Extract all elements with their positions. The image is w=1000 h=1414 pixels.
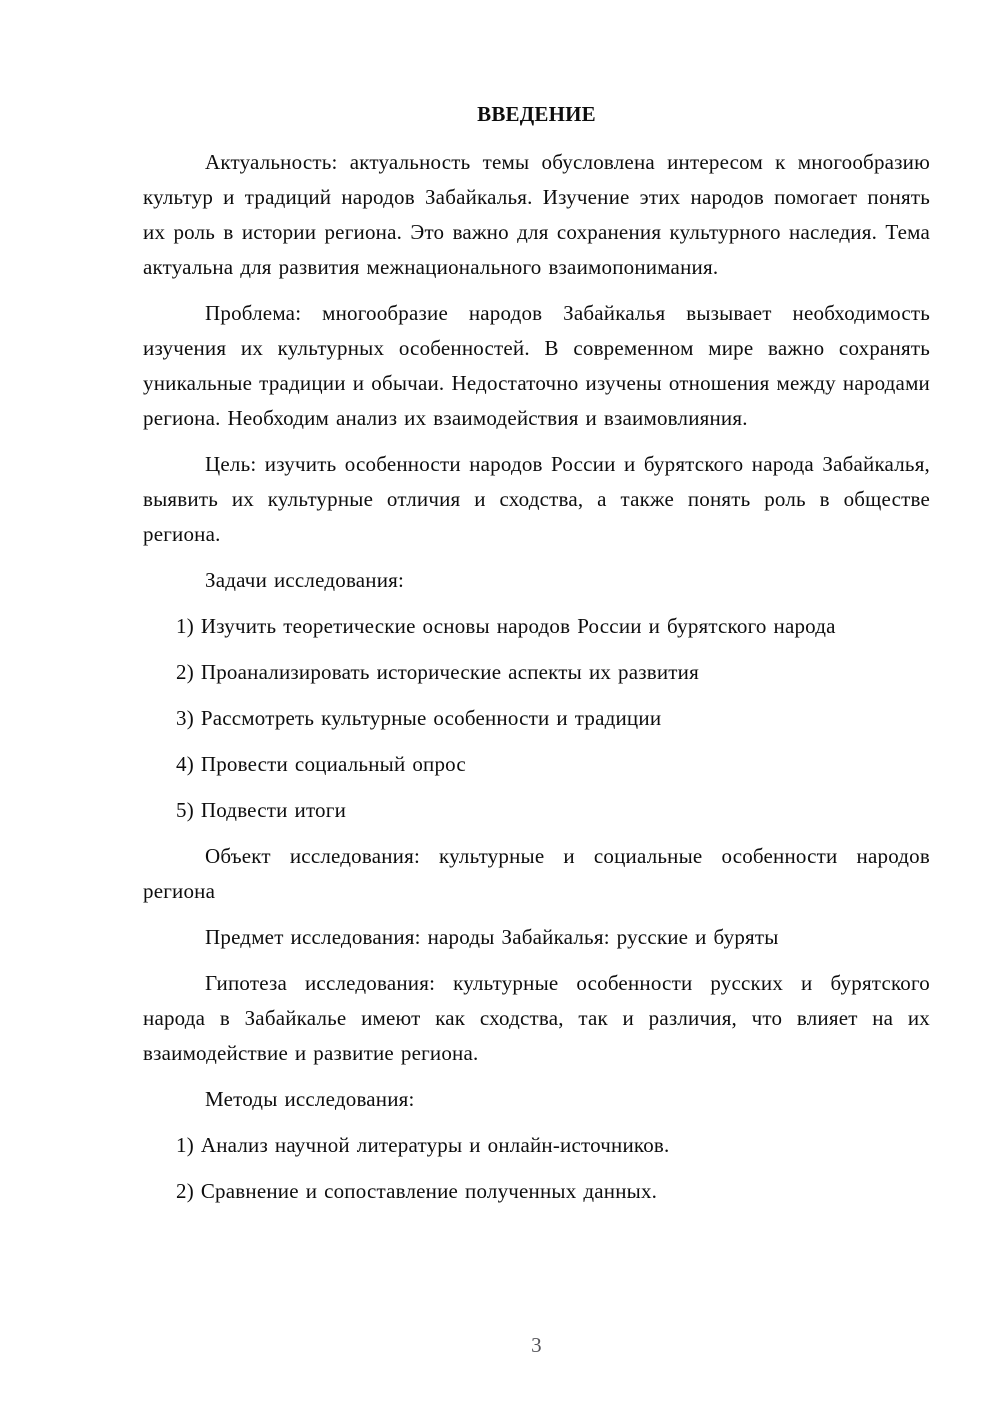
paragraph-subject: Предмет исследования: народы Забайкалья: русские и буряты xyxy=(205,925,779,949)
heading-methods: Методы исследования: xyxy=(205,1087,415,1111)
method-item-1: 1) Анализ научной литературы и онлайн-источников. xyxy=(176,1133,670,1157)
page-title: ВВЕДЕНИЕ xyxy=(477,102,596,126)
task-item-5: 5) Подвести итоги xyxy=(176,798,347,822)
paragraph-object: Объект исследования: культурные и социальные особенности народов региона xyxy=(143,844,930,903)
task-item-1: 1) Изучить теоретические основы народов России и бурятского народа xyxy=(176,614,836,638)
paragraph-problem: Проблема: многообразие народов Забайкалья вызывает необходимость изучения их культурных особенностей. В современном мире важно сохранять уникальные традиции и обычаи. Недостаточно изучены отношения между народами региона. Необходим анализ их взаимодействия и взаимовлияния. xyxy=(143,301,930,430)
page-number: 3 xyxy=(531,1333,542,1357)
paragraph-goal: Цель: изучить особенности народов России и бурятского народа Забайкалья, выявить их культурные отличия и сходства, а также понять роль в обществе региона. xyxy=(143,452,930,546)
method-item-2: 2) Сравнение и сопоставление полученных данных. xyxy=(176,1179,658,1203)
task-item-3: 3) Рассмотреть культурные особенности и традиции xyxy=(176,706,662,730)
task-item-4: 4) Провести социальный опрос xyxy=(176,752,466,776)
task-item-2: 2) Проанализировать исторические аспекты их развития xyxy=(176,660,699,684)
paragraph-hypothesis: Гипотеза исследования: культурные особенности русских и бурятского народа в Забайкалье имеют как сходства, так и различия, что влияет на их взаимодействие и развитие региона. xyxy=(143,971,930,1065)
paragraph-relevance: Актуальность: актуальность темы обусловлена интересом к многообразию культур и традиций народов Забайкалья. Изучение этих народов помогает понять их роль в истории региона. Это важно для сохранения культурного наследия. Тема актуальна для развития межнационального взаимопонимания. xyxy=(143,150,930,279)
heading-tasks: Задачи исследования: xyxy=(205,568,405,592)
